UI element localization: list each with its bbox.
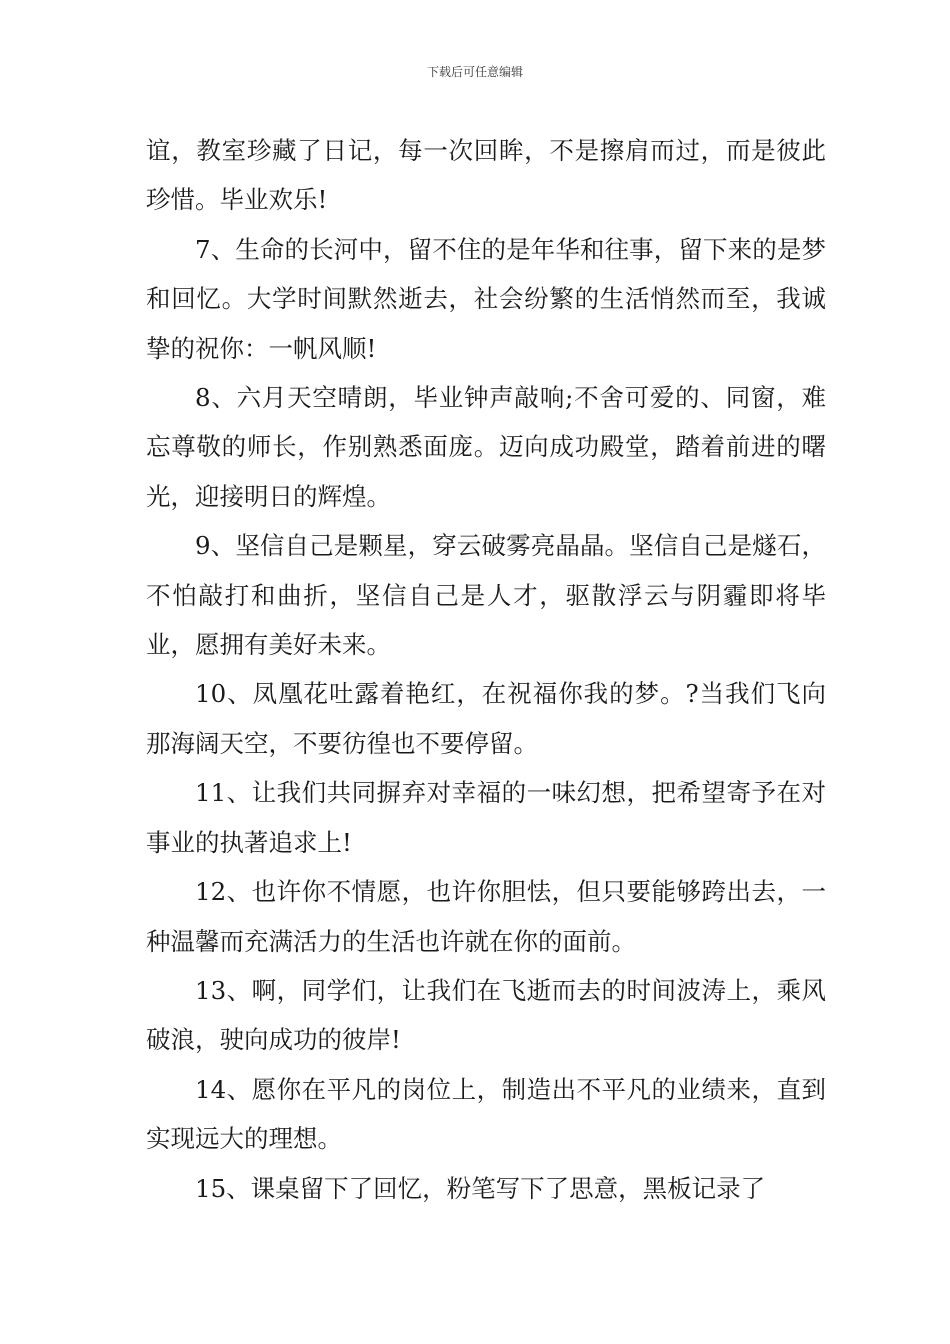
document-body [146, 126, 826, 1213]
paragraph-item-11: 11、让我们共同摒弃对幸福的一味幻想，把希望寄予在对事业的执著追求上! [146, 778, 826, 857]
page-header: 下载后可任意编辑 [426, 65, 523, 79]
paragraph-item-14: 14、愿你在平凡的岗位上，制造出不平凡的业绩来，直到实现远大的理想。 [146, 1074, 826, 1154]
paragraph-item-13: 13、啊，同学们，让我们在飞逝而去的时间波涛上，乘风破浪，驶向成功的彼岸! [146, 975, 826, 1055]
paragraph-item-10: 10、凤凰花吐露着艳红，在祝福你我的梦。?当我们飞向那海阔天空，不要彷徨也不要停留。 [146, 679, 826, 758]
paragraph-item-7: 7、生命的长河中，留不住的是年华和往事，留下来的是梦和回忆。大学时间默然逝去，社会纷繁的生活悄然而至，我诚挚的祝你：一帆风顺! [146, 234, 826, 363]
paragraph-item-15: 15、课桌留下了回忆，粉笔写下了思意，黑板记录了 [195, 1173, 766, 1203]
paragraph-item-12: 12、也许你不情愿，也许你胆怯，但只要能够跨出去，一种温馨而充满活力的生活也许就在你的面前。 [146, 877, 826, 956]
paragraph-continued: 谊，教室珍藏了日记，每一次回眸，不是擦肩而过，而是彼此珍惜。毕业欢乐! [146, 136, 826, 215]
paragraph-item-9: 9、坚信自己是颗星，穿云破雾亮晶晶。坚信自己是燧石，不怕敲打和曲折，坚信自己是人才，驱散浮云与阴霾即将毕业，愿拥有美好未来。 [146, 531, 826, 660]
paragraph-item-8: 8、六月天空晴朗，毕业钟声敲响;不舍可爱的、同窗，难忘尊敬的师长，作别熟悉面庞。迈向成功殿堂，踏着前进的曙光，迎接明日的辉煌。 [146, 383, 826, 511]
